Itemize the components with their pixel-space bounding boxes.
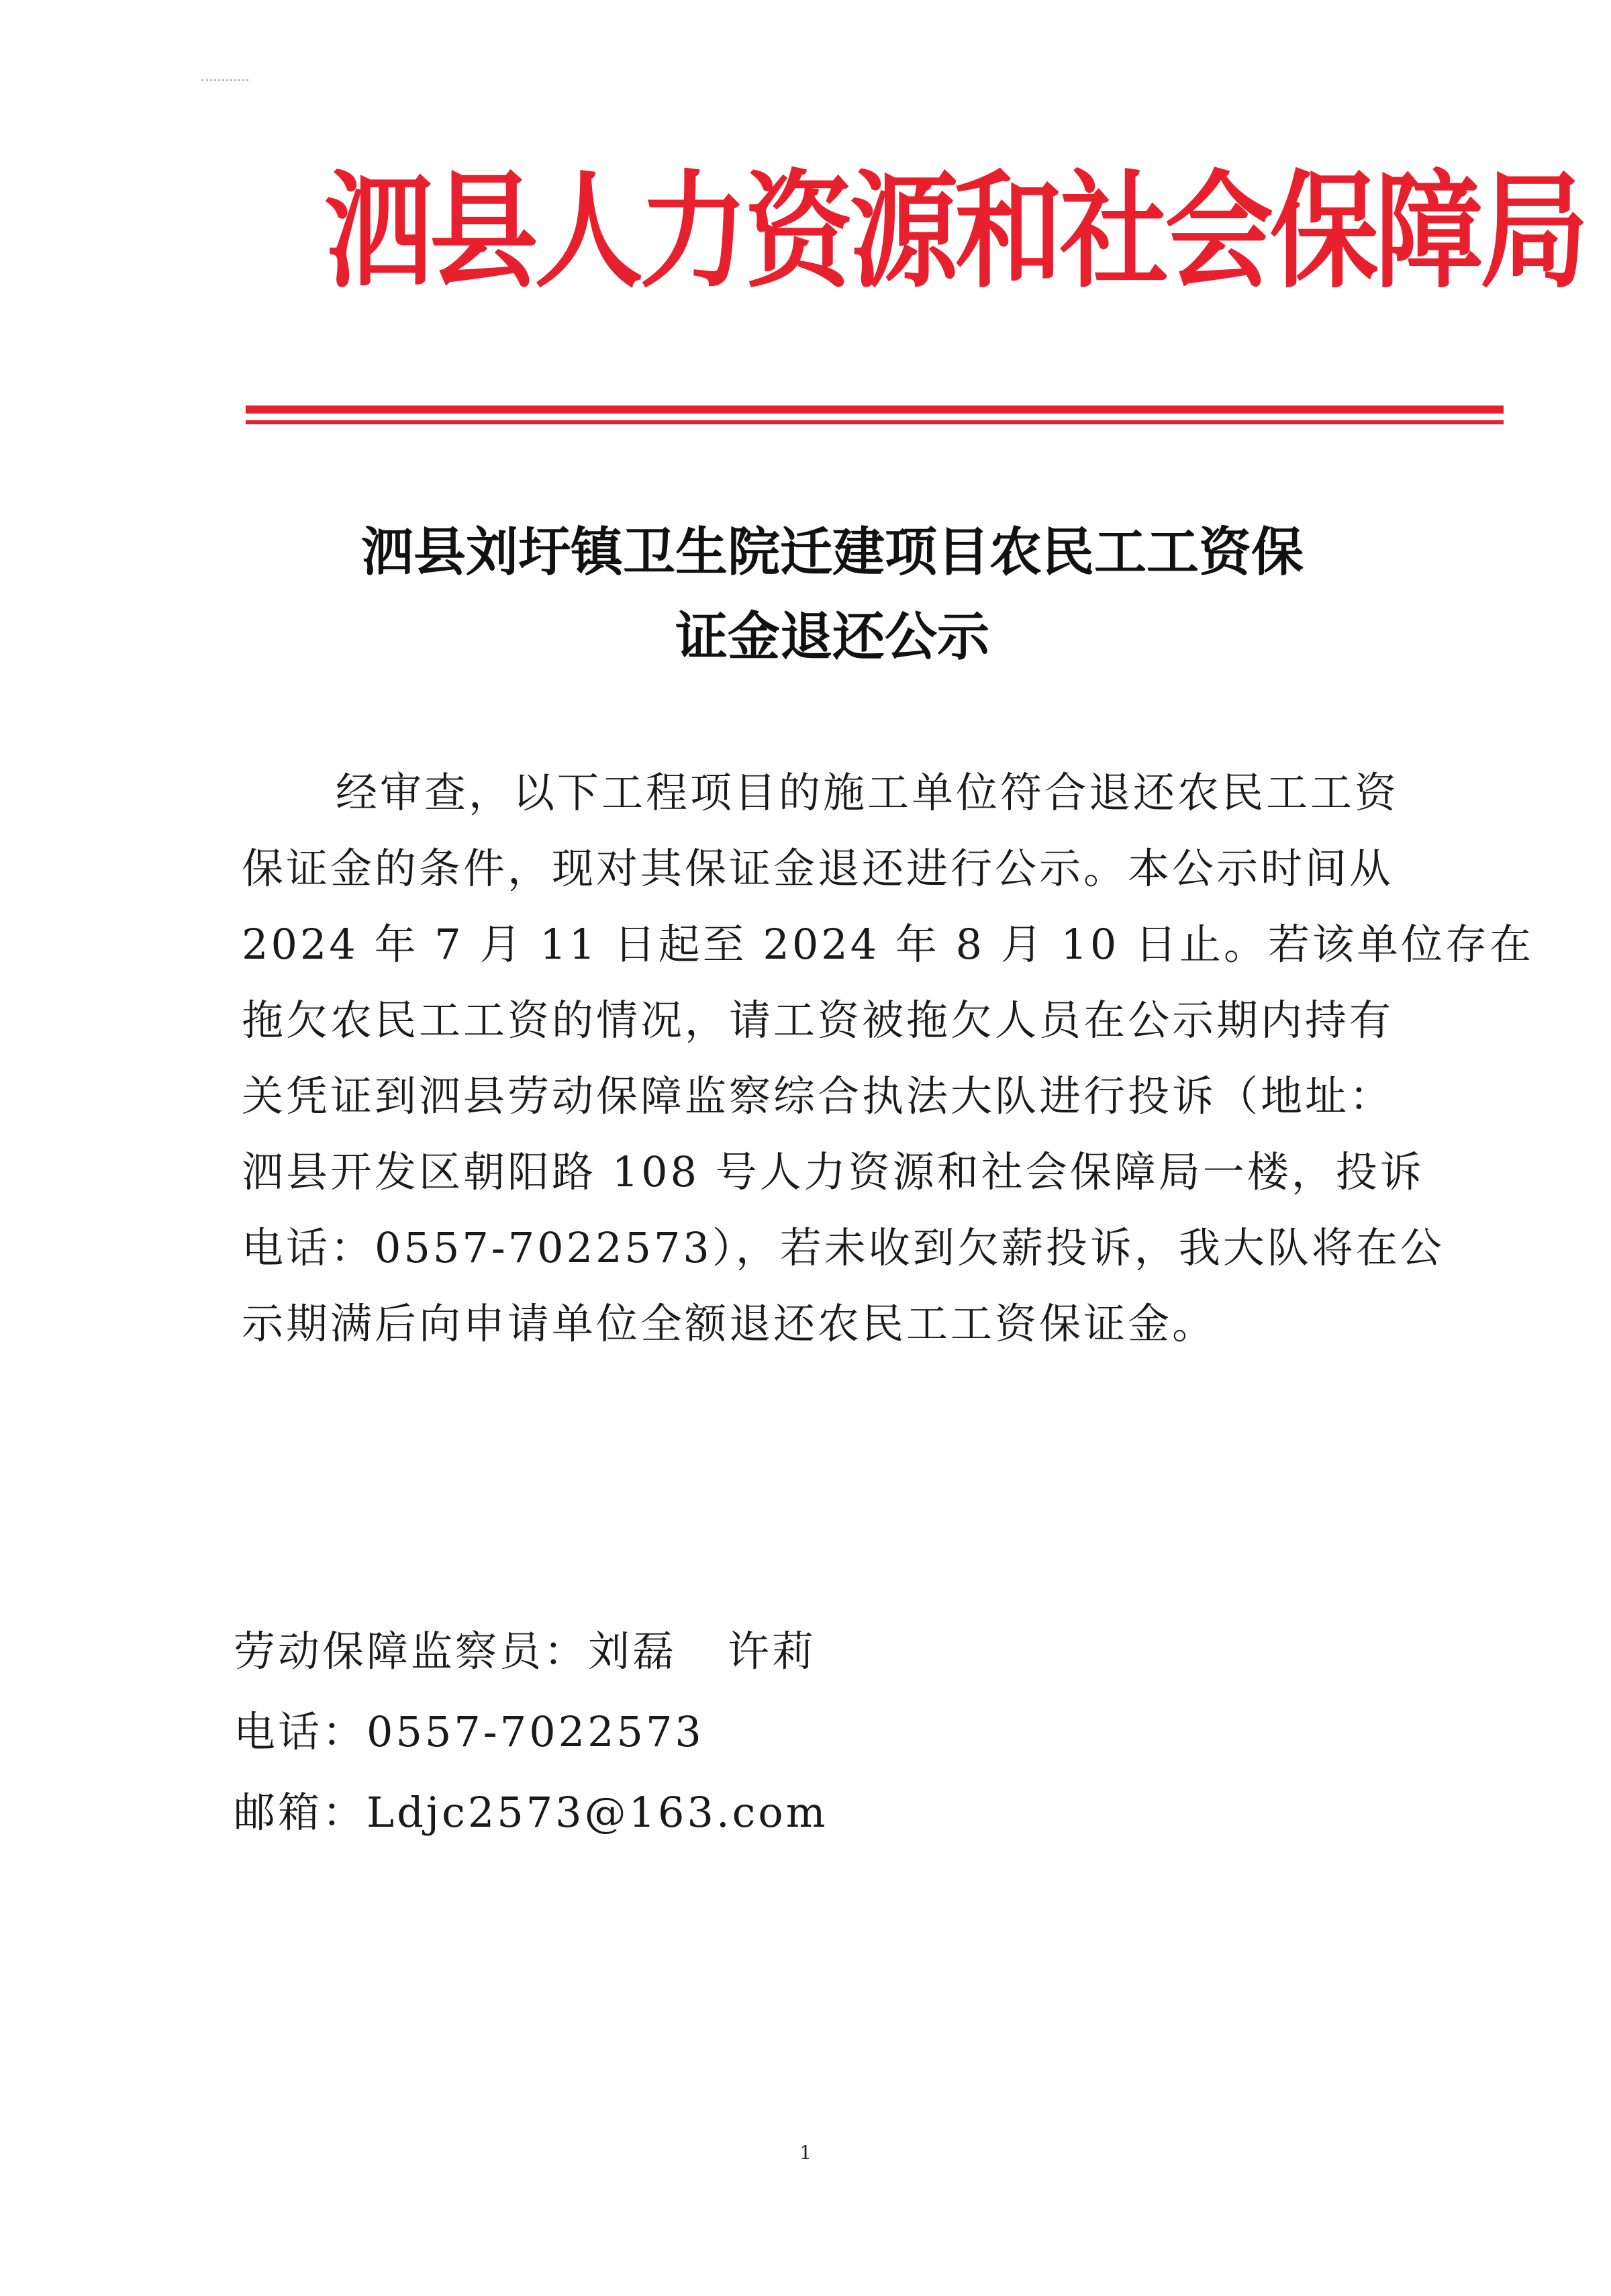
inspectors-row xyxy=(234,1611,1240,1692)
letterhead-rule-thin xyxy=(246,420,1504,424)
notice-title-line-1: 泗县刘圩镇卫生院迁建项目农民工工资保 xyxy=(360,522,1304,583)
body-line: 保证金的条件，现对其保证金退还进行公示。本公示时间从 xyxy=(242,844,1394,893)
inspector-name: 刘磊 xyxy=(588,1627,677,1676)
contact-block xyxy=(234,1611,1240,1853)
body-line: 泗县开发区朝阳路 108 号人力资源和社会保障局一楼，投诉 xyxy=(242,1147,1424,1196)
body-line: 经审查，以下工程项目的施工单位符合退还农民工工资 xyxy=(336,768,1400,817)
notice-body xyxy=(242,755,1534,1361)
email-label: 邮箱： xyxy=(234,1788,367,1837)
body-line: 电话：0557-7022573），若未收到欠薪投诉，我大队将在公 xyxy=(242,1223,1445,1272)
phone-label: 电话： xyxy=(234,1707,367,1756)
inspectors-label: 劳动保障监察员： xyxy=(234,1627,589,1676)
scan-speck xyxy=(201,79,248,85)
body-line: 关凭证到泗县劳动保障监察综合执法大队进行投诉（地址： xyxy=(242,1071,1394,1120)
letterhead-rule-thick xyxy=(246,405,1504,414)
body-line: 2024 年 7 月 11 日起至 2024 年 8 月 10 日止。若该单位存在 xyxy=(242,920,1534,969)
phone-number: 0557-7022573 xyxy=(367,1707,704,1756)
agency-letterhead: 泗县人力资源和社会保障局 xyxy=(324,157,1585,305)
body-line: 示期满后向申请单位全额退还农民工工资保证金。 xyxy=(242,1299,1217,1348)
phone-row xyxy=(234,1692,1240,1772)
notice-title xyxy=(242,510,1423,679)
notice-title-line-2: 证金退还公示 xyxy=(675,606,989,667)
page-number: 1 xyxy=(799,2142,812,2164)
email-address: Ldjc2573@163.com xyxy=(367,1788,828,1837)
inspector-name: 许莉 xyxy=(728,1627,817,1676)
email-row xyxy=(234,1772,1240,1853)
body-line: 拖欠农民工工资的情况，请工资被拖欠人员在公示期内持有 xyxy=(242,996,1394,1045)
